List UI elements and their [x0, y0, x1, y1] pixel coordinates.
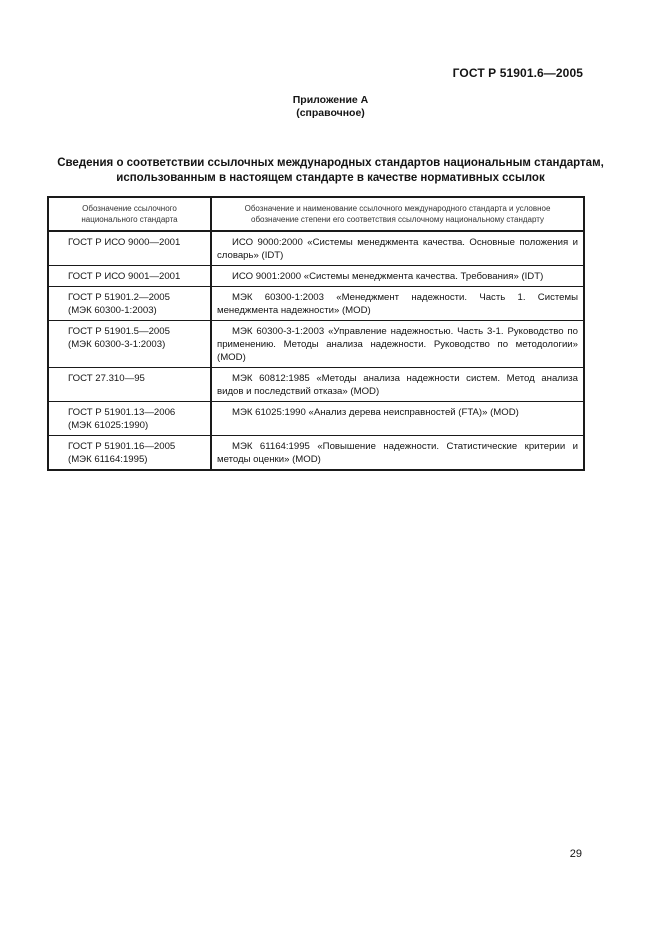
national-standard-cell: [48, 402, 211, 436]
document-code: ГОСТ Р 51901.6—2005: [452, 66, 583, 80]
national-standard-code: ГОСТ Р ИСО 9000—2001: [68, 237, 181, 248]
national-standard-equivalent: (МЭК 60300-1:2003): [68, 305, 157, 316]
column-header-international-standard: [211, 197, 584, 231]
international-standard-cell: ИСО 9000:2000 «Системы менеджмента качества. Основные положения и словарь» (IDT): [211, 231, 584, 266]
national-standard-equivalent: (МЭК 61025:1990): [68, 420, 149, 431]
international-standard-cell: ИСО 9001:2000 «Системы менеджмента качества. Требования» (IDT): [211, 266, 584, 287]
national-standard-code: ГОСТ Р 51901.5—2005: [68, 326, 170, 337]
table-heading-line-2: использованным в настоящем стандарте в качестве нормативных ссылок: [116, 172, 545, 184]
table-heading: [40, 156, 621, 186]
references-table: [47, 196, 585, 471]
table-heading-line-1: Сведения о соответствии ссылочных международных стандартов национальным стандартам,: [57, 157, 604, 169]
international-standard-cell: МЭК 60300-1:2003 «Менеджмент надежности. Часть 1. Системы менеджмента надежности» (MOD): [211, 287, 584, 321]
table-row: [48, 287, 584, 321]
column-header-international-line-2: обозначение степени его соответствия ссылочному национальному стандарту: [251, 215, 544, 224]
national-standard-cell: [48, 321, 211, 368]
table-row: [48, 321, 584, 368]
national-standard-code: ГОСТ Р 51901.13—2006: [68, 407, 176, 418]
national-standard-equivalent: (МЭК 60300-3-1:2003): [68, 339, 166, 350]
national-standard-code: ГОСТ Р ИСО 9001—2001: [68, 271, 181, 282]
national-standard-cell: [48, 368, 211, 402]
column-header-national-line-1: Обозначение ссылочного: [82, 204, 177, 213]
national-standard-cell: [48, 436, 211, 471]
page-number: 29: [569, 848, 582, 860]
table-row: [48, 231, 584, 266]
annex-subtitle: (справочное): [296, 107, 365, 119]
table-row: [48, 368, 584, 402]
column-header-national-line-2: национального стандарта: [81, 215, 178, 224]
national-standard-code: ГОСТ Р 51901.16—2005: [68, 441, 176, 452]
national-standard-cell: [48, 287, 211, 321]
international-standard-cell: МЭК 60812:1985 «Методы анализа надежности систем. Метод анализа видов и последствий отказа» (MOD): [211, 368, 584, 402]
table-row: [48, 402, 584, 436]
national-standard-code: ГОСТ 27.310—95: [68, 373, 145, 384]
national-standard-cell: [48, 266, 211, 287]
national-standard-equivalent: (МЭК 61164:1995): [68, 454, 148, 465]
international-standard-cell: МЭК 61025:1990 «Анализ дерева неисправностей (FTA)» (MOD): [211, 402, 584, 436]
annex-title: Приложение А: [292, 94, 369, 106]
international-standard-cell: МЭК 61164:1995 «Повышение надежности. Статистические критерии и методы оценки» (MOD): [211, 436, 584, 471]
national-standard-cell: [48, 231, 211, 266]
table-row: [48, 266, 584, 287]
table-header-row: [48, 197, 584, 231]
national-standard-code: ГОСТ Р 51901.2—2005: [68, 292, 170, 303]
column-header-international-line-1: Обозначение и наименование ссылочного международного стандарта и условное: [244, 204, 551, 213]
column-header-national-standard: [48, 197, 211, 231]
international-standard-cell: МЭК 60300-3-1:2003 «Управление надежностью. Часть 3-1. Руководство по применению. Методы анализа надежности. Руководство по методологии» (MOD): [211, 321, 584, 368]
table-row: [48, 436, 584, 471]
